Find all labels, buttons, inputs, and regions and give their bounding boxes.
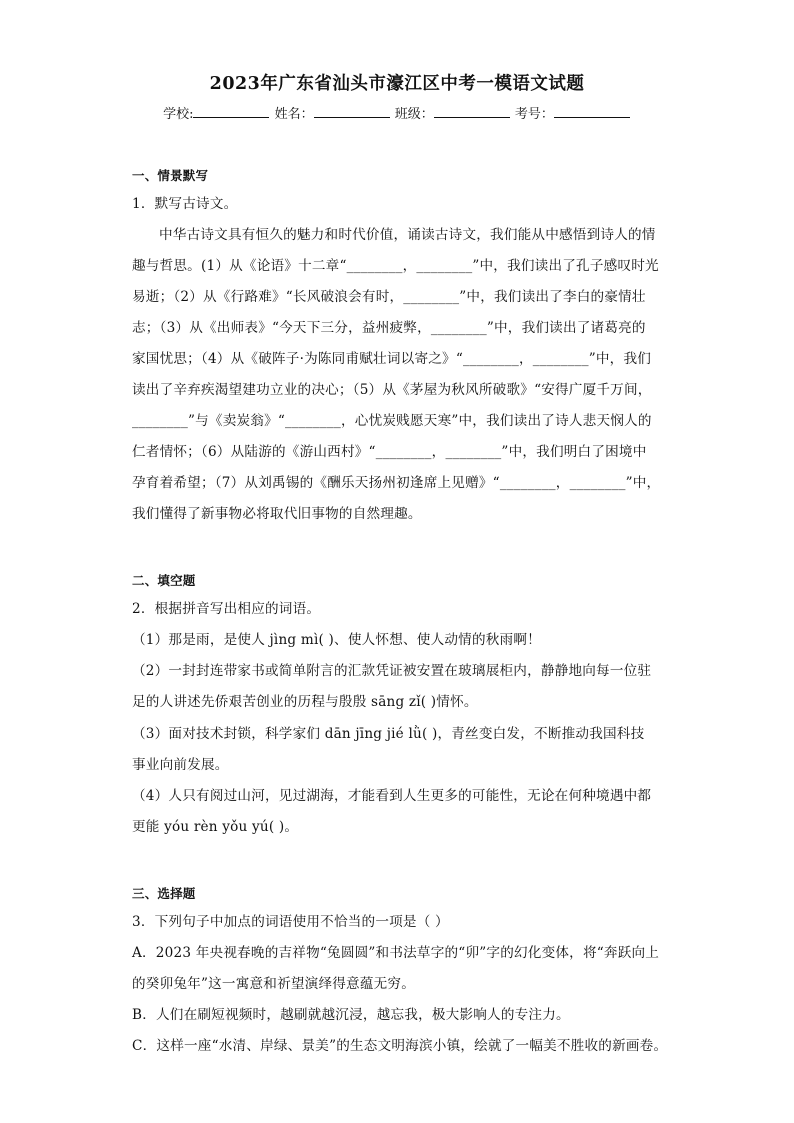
text-line: 志；（3）从《出师表》“今天下三分，益州疲弊，________”中，我们读出了诸葛亮的 xyxy=(132,320,646,336)
text-line: 读出了辛弃疾渴望建功立业的决心；（5）从《茅屋为秋风所破歌》“安得广厦千万间， xyxy=(132,382,652,398)
school-label: 学校: xyxy=(163,107,194,122)
page-title: 2023年广东省汕头市濠江区中考一模语文试题 xyxy=(209,74,585,94)
text-line: 趣与哲思。(1）从《论语》十二章“________，________”中，我们读出了孔子感叹时光 xyxy=(132,258,659,274)
text-line: （2）一封封连带家书或简单附言的汇款凭证被安置在玻璃展柜内，静静地向每一位驻 xyxy=(132,663,652,679)
text-line: （4）人只有阅过山河，见过湖海，才能看到人生更多的可能性，无论在何种境遇中都 xyxy=(132,788,652,804)
text-line: 中华古诗文具有恒久的魅力和时代价值，诵读古诗文，我们能从中感悟到诗人的情 xyxy=(159,227,656,243)
student-info-row xyxy=(0,103,794,122)
option-a-line-cont: 的癸卯兔年”这一寓意和祈望演绎得意蕴无穷。 xyxy=(132,976,416,992)
question-stem: 1．默写古诗文。 xyxy=(132,196,238,212)
text-line: 我们懂得了新事物必将取代旧事物的自然理趣。 xyxy=(132,506,422,522)
section-heading: 三、选择题 xyxy=(132,886,196,901)
text-line: （3）面对技术封锁，科学家们 dān jīng jié lǜ( )，青丝变白发，不断推动我国科技 xyxy=(132,726,645,742)
question-stem: 3．下列句子中加点的词语使用不恰当的一项是（ ） xyxy=(132,914,449,930)
text-line: 家国忧思；（4）从《破阵子·为陈同甫赋壮词以寄之》“________，________”中，我们 xyxy=(132,351,652,367)
text-line: ________”与《卖炭翁》“________，心忧炭贱愿天寒”中，我们读出了诗人悲天悯人的 xyxy=(132,413,652,429)
text-line: （1）那是雨，是使人 jìng mì( )、使人怀想、使人动情的秋雨啊！ xyxy=(132,632,541,648)
text-line: 事业向前发展。 xyxy=(132,757,229,773)
name-blank[interactable] xyxy=(314,105,390,118)
text-line: 足的人讲述先侨艰苦创业的历程与殷殷 sāng zǐ( )情怀。 xyxy=(132,694,478,710)
class-blank[interactable] xyxy=(434,105,510,118)
text-line: 更能 yóu rèn yǒu yú( )。 xyxy=(132,819,299,835)
text-line: 仁者情怀；（6）从陆游的《游山西村》“________，________”中，我们明白了困境中 xyxy=(132,444,647,460)
section-heading: 一、情景默写 xyxy=(132,168,209,183)
name-label: 姓名： xyxy=(274,107,314,122)
class-label: 班级： xyxy=(394,107,434,122)
text-line: 易逝；（2）从《行路难》“长风破浪会有时，________”中，我们读出了李白的豪情壮 xyxy=(132,289,646,305)
section-heading: 二、填空题 xyxy=(132,573,196,588)
option-b-line[interactable]: B．人们在刷短视频时，越刷就越沉浸，越忘我，极大影响人的专注力。 xyxy=(132,1007,570,1023)
text-line: 孕育着希望；（7）从刘禹锡的《酬乐天扬州初逢席上见赠》“________，________”中， xyxy=(132,475,661,491)
exam-number-label: 考号： xyxy=(514,107,554,122)
exam-number-blank[interactable] xyxy=(554,105,630,118)
school-blank[interactable] xyxy=(193,105,269,118)
question-stem: 2．根据拼音写出相应的词语。 xyxy=(132,601,321,617)
option-a-line[interactable]: A．2023 年央视春晚的吉祥物“兔圆圆”和书法草字的“卯”字的幻化变体，将“奔跃向上 xyxy=(132,945,660,961)
option-c-line[interactable]: C．这样一座“水清、岸绿、景美”的生态文明海滨小镇，绘就了一幅美不胜收的新画卷。 xyxy=(132,1038,668,1054)
